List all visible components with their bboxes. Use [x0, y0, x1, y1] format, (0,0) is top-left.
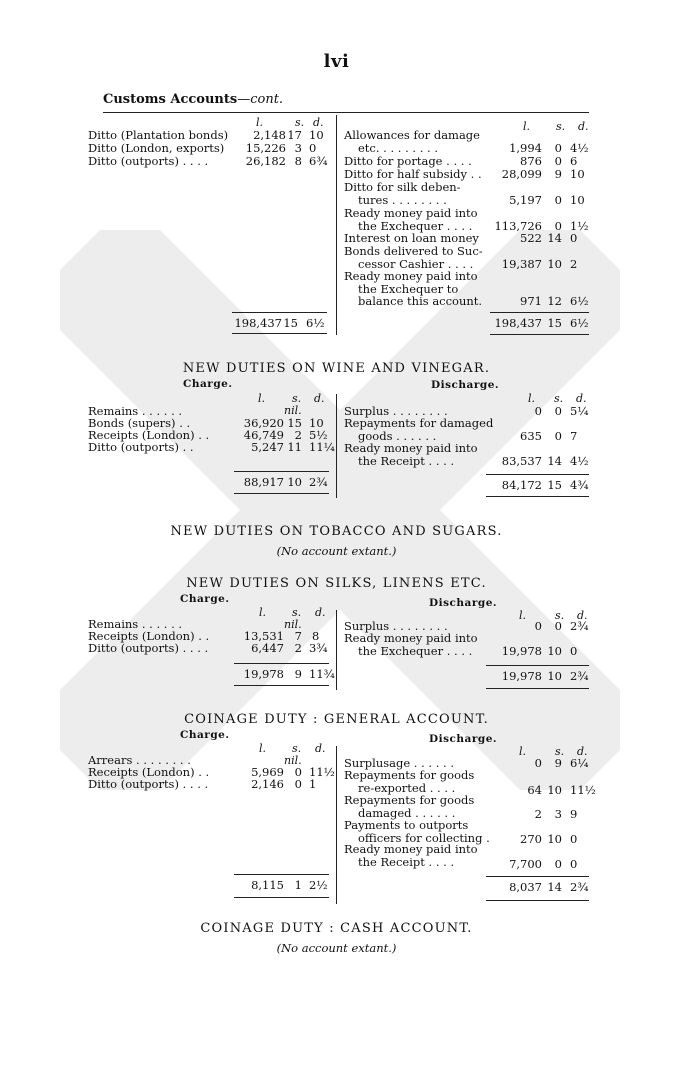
- s5-right-total-shillings: 14: [547, 880, 562, 894]
- row-label: Ditto (Plantation bonds): [88, 128, 229, 142]
- pence: 11½: [570, 783, 596, 797]
- pence: 8: [312, 629, 320, 643]
- pence: 6¾: [309, 154, 328, 168]
- shillings: 0: [554, 619, 562, 633]
- s4-left-unit-s: s.: [292, 606, 302, 619]
- pence: 3¾: [309, 641, 328, 655]
- s2-right-total-rule: [486, 474, 589, 475]
- page-number: lvi: [323, 51, 350, 72]
- s2-left-total-pounds: 88,917: [243, 475, 284, 489]
- s4-right-total-rule: [486, 665, 589, 666]
- s4-left-total-pence: 11¾: [309, 667, 335, 681]
- watermark-cross: [60, 230, 620, 790]
- section-title-silks: NEW DUTIES ON SILKS, LINENS ETC.: [186, 576, 487, 591]
- shillings: 10: [547, 783, 562, 797]
- charge-heading: Charge.: [183, 378, 233, 390]
- row-label-cont: damaged . . . . . .: [358, 806, 456, 820]
- pence: 6½: [570, 294, 589, 308]
- s4-left-total-shillings: 9: [294, 667, 302, 681]
- shillings: 15: [287, 416, 302, 430]
- row-label: Ready money paid into: [344, 206, 478, 220]
- shillings: 10: [547, 644, 562, 658]
- s1-right-total-underline: [490, 334, 589, 335]
- s5-right-unit-d: d.: [577, 745, 588, 758]
- s1-left-unit-s: s.: [295, 116, 305, 129]
- pounds: 113,726: [494, 219, 542, 233]
- row-label: Repayments for goods: [344, 793, 475, 807]
- pence: 11½: [309, 765, 335, 779]
- header-rule: [103, 112, 589, 113]
- pounds: 19,978: [501, 644, 542, 658]
- row-label-cont: balance this account.: [358, 294, 483, 308]
- s4-left-total-rule: [234, 663, 329, 664]
- pounds: 635: [520, 429, 542, 443]
- pence: 1: [309, 777, 317, 791]
- pence: 11¼: [309, 440, 335, 454]
- s5-left-unit-l: l.: [259, 742, 267, 755]
- shillings: 9: [554, 756, 562, 770]
- pence: 0: [570, 832, 578, 846]
- pence: 5¼: [570, 404, 589, 418]
- row-label-cont: the Exchequer to: [358, 282, 459, 296]
- pence: 6¼: [570, 756, 589, 770]
- shillings: 14: [547, 231, 562, 245]
- pence: 2: [570, 257, 578, 271]
- shillings: 8: [294, 154, 302, 168]
- pounds: 5,969: [251, 765, 284, 779]
- s5-right-total-rule: [486, 876, 589, 877]
- shillings: 14: [547, 454, 562, 468]
- pounds: 26,182: [245, 154, 286, 168]
- shillings: 12: [547, 294, 562, 308]
- s1-left-total-pounds: 198,437: [234, 316, 282, 330]
- row-label: Remains . . . . . .: [88, 617, 183, 631]
- s4-right-total-pounds: 19,978: [501, 669, 542, 683]
- row-label: Ready money paid into: [344, 269, 478, 283]
- s1-left-unit-d: d.: [313, 116, 324, 129]
- section-title-coinage-general: COINAGE DUTY : GENERAL ACCOUNT.: [184, 712, 489, 727]
- row-label: Ditto for silk deben-: [344, 180, 461, 194]
- s5-right-total-pounds: 8,037: [509, 880, 542, 894]
- pence: 9: [570, 807, 578, 821]
- shillings: 10: [547, 257, 562, 271]
- s4-left-total-pounds: 19,978: [243, 667, 284, 681]
- s4-left-total-underline: [234, 685, 329, 686]
- shillings: 0: [554, 404, 562, 418]
- pounds: 6,447: [251, 641, 284, 655]
- s2-left-unit-d: d.: [314, 392, 325, 405]
- shillings: 2: [294, 428, 302, 442]
- pounds: 5,247: [251, 440, 284, 454]
- row-label: Surplus . . . . . . . .: [344, 619, 448, 633]
- row-label: Ready money paid into: [344, 842, 478, 856]
- s2-right-total-underline: [486, 496, 589, 497]
- pounds: 0: [534, 404, 542, 418]
- s5-right-unit-s: s.: [555, 745, 565, 758]
- s5-right-total-pence: 2¾: [570, 880, 589, 894]
- row-label: Ready money paid into: [344, 441, 478, 455]
- s2-right-unit-d: d.: [576, 392, 587, 405]
- charge-heading: Charge.: [180, 729, 230, 741]
- pounds: 2: [534, 807, 542, 821]
- running-head-cont: —cont.: [237, 92, 284, 107]
- s2-left-unit-s: s.: [292, 392, 302, 405]
- pence: 10: [570, 193, 585, 207]
- s2-left-total-pence: 2¾: [309, 475, 328, 489]
- row-label: Surplus . . . . . . . .: [344, 404, 448, 418]
- row-label-cont: re-exported . . . .: [358, 781, 456, 795]
- pence: 4½: [570, 141, 589, 155]
- s5-left-total-pounds: 8,115: [251, 878, 284, 892]
- pence: 10: [309, 416, 324, 430]
- s2-right-total-shillings: 15: [547, 478, 562, 492]
- s4-left-unit-d: d.: [315, 606, 326, 619]
- shillings: 9: [554, 167, 562, 181]
- s1-right-total-pence: 6½: [570, 316, 589, 330]
- pounds: 971: [520, 294, 542, 308]
- section4-divider: [336, 610, 337, 690]
- s5-left-total-pence: 2½: [309, 878, 328, 892]
- s5-left-total-rule: [234, 874, 329, 875]
- row-label: Remains . . . . . .: [88, 404, 183, 418]
- pounds: 36,920: [243, 416, 284, 430]
- s1-right-total-pounds: 198,437: [494, 316, 542, 330]
- shillings: 10: [547, 832, 562, 846]
- row-label: Receipts (London) . .: [88, 428, 210, 442]
- s5-left-unit-d: d.: [315, 742, 326, 755]
- shillings: 17: [287, 128, 302, 142]
- s4-right-total-shillings: 10: [547, 669, 562, 683]
- s2-right-total-pence: 4¾: [570, 478, 589, 492]
- s2-left-total-rule: [234, 471, 329, 472]
- nil-value: nil.: [284, 618, 302, 631]
- pounds: 0: [534, 756, 542, 770]
- pence: 1½: [570, 219, 589, 233]
- pence: 2¾: [570, 619, 589, 633]
- row-label-cont: the Receipt . . . .: [358, 855, 455, 869]
- pounds: 19,387: [501, 257, 542, 271]
- s4-left-unit-l: l.: [259, 606, 267, 619]
- no-account-note: (No account extant.): [276, 941, 397, 955]
- shillings: 0: [554, 154, 562, 168]
- s2-left-total-shillings: 10: [287, 475, 302, 489]
- s4-right-unit-d: d.: [577, 609, 588, 622]
- pence: 10: [309, 128, 324, 142]
- pounds: 83,537: [501, 454, 542, 468]
- discharge-heading: Discharge.: [431, 379, 500, 391]
- pounds: 2,146: [251, 777, 284, 791]
- s1-left-total-rule: [232, 312, 327, 313]
- s1-right-unit-d: d.: [578, 120, 589, 133]
- pounds: 64: [527, 783, 542, 797]
- s2-right-unit-s: s.: [554, 392, 564, 405]
- pounds: 0: [534, 619, 542, 633]
- s2-right-total-pounds: 84,172: [501, 478, 542, 492]
- pence: 0: [309, 141, 317, 155]
- pence: 10: [570, 167, 585, 181]
- row-label: Arrears . . . . . . . .: [88, 753, 191, 767]
- row-label: Payments to outports: [344, 818, 469, 832]
- row-label-cont: etc. . . . . . . . .: [358, 141, 439, 155]
- s4-right-unit-l: l.: [519, 609, 527, 622]
- pence: 0: [570, 857, 578, 871]
- shillings: 3: [294, 141, 302, 155]
- row-label: Surplusage . . . . . .: [344, 756, 455, 770]
- shillings: 0: [294, 777, 302, 791]
- row-label-cont: cessor Cashier . . . .: [358, 257, 474, 271]
- nil-value: nil.: [284, 754, 302, 767]
- section-title-tobacco: NEW DUTIES ON TOBACCO AND SUGARS.: [170, 524, 503, 539]
- row-label-cont: tures . . . . . . . .: [358, 193, 447, 207]
- row-label: Ditto (outports) . . . .: [88, 777, 209, 791]
- pounds: 522: [520, 231, 542, 245]
- s4-right-total-underline: [486, 688, 589, 689]
- pence: 0: [570, 644, 578, 658]
- pence: 0: [570, 231, 578, 245]
- pounds: 2,148: [253, 128, 286, 142]
- s4-right-unit-s: s.: [555, 609, 565, 622]
- discharge-heading: Discharge.: [429, 733, 498, 745]
- shillings: 0: [554, 429, 562, 443]
- pence: 4½: [570, 454, 589, 468]
- pounds: 876: [520, 154, 542, 168]
- section5-divider: [336, 746, 337, 904]
- row-label: Interest on loan money: [344, 231, 479, 245]
- no-account-note: (No account extant.): [276, 544, 397, 558]
- pounds: 7,700: [509, 857, 542, 871]
- shillings: 11: [287, 440, 302, 454]
- shillings: 0: [554, 193, 562, 207]
- shillings: 0: [554, 219, 562, 233]
- row-label-cont: the Exchequer . . . .: [358, 219, 473, 233]
- s1-left-total-shillings: 15: [283, 316, 298, 330]
- s5-left-total-shillings: 1: [294, 878, 302, 892]
- pounds: 13,531: [243, 629, 284, 643]
- section-title-coinage-cash: COINAGE DUTY : CASH ACCOUNT.: [200, 921, 473, 936]
- row-label: Ditto (outports) . . . .: [88, 154, 209, 168]
- shillings: 3: [554, 807, 562, 821]
- s1-right-unit-s: s.: [556, 120, 566, 133]
- s2-right-unit-l: l.: [528, 392, 536, 405]
- s2-left-total-underline: [234, 493, 329, 494]
- s5-left-total-underline: [234, 897, 329, 898]
- running-head: [103, 93, 283, 106]
- pounds: 46,749: [243, 428, 284, 442]
- shillings: 0: [294, 765, 302, 779]
- row-label: Repayments for damaged: [344, 416, 494, 430]
- discharge-heading: Discharge.: [429, 597, 498, 609]
- pence: 7: [570, 429, 578, 443]
- row-label: Ditto (outports) . .: [88, 440, 194, 454]
- pounds: 15,226: [245, 141, 286, 155]
- row-label-cont: the Exchequer . . . .: [358, 644, 473, 658]
- row-label: Ditto (outports) . . . .: [88, 641, 209, 655]
- pence: 6: [570, 154, 578, 168]
- row-label: Ditto for half subsidy . .: [344, 167, 482, 181]
- shillings: 0: [554, 141, 562, 155]
- row-label: Allowances for damage: [344, 128, 480, 142]
- pence: 5½: [309, 428, 328, 442]
- row-label: Ditto (London, exports): [88, 141, 225, 155]
- pounds: 28,099: [501, 167, 542, 181]
- s1-right-unit-l: l.: [523, 120, 531, 133]
- row-label: Bonds (supers) . .: [88, 416, 191, 430]
- s1-right-total-rule: [490, 312, 589, 313]
- row-label: Receipts (London) . .: [88, 629, 210, 643]
- pounds: 270: [520, 832, 542, 846]
- section1-divider: [336, 115, 337, 335]
- s1-left-unit-l: l.: [256, 116, 264, 129]
- row-label: Receipts (London) . .: [88, 765, 210, 779]
- s1-right-total-shillings: 15: [547, 316, 562, 330]
- pounds: 5,197: [509, 193, 542, 207]
- shillings: 2: [294, 641, 302, 655]
- shillings: 7: [294, 629, 302, 643]
- s5-right-total-underline: [486, 900, 589, 901]
- shillings: 0: [554, 857, 562, 871]
- s1-left-total-pence: 6½: [306, 316, 325, 330]
- row-label: Repayments for goods: [344, 768, 475, 782]
- row-label-cont: officers for collecting .: [358, 831, 490, 845]
- row-label: Bonds delivered to Suc-: [344, 244, 483, 258]
- row-label-cont: goods . . . . . .: [358, 429, 437, 443]
- section-title-wine: NEW DUTIES ON WINE AND VINEGAR.: [182, 361, 491, 376]
- s2-left-unit-l: l.: [258, 392, 266, 405]
- section2-divider: [336, 394, 337, 498]
- charge-heading: Charge.: [180, 593, 230, 605]
- s5-right-unit-l: l.: [519, 745, 527, 758]
- s5-left-unit-s: s.: [292, 742, 302, 755]
- row-label: Ditto for portage . . . .: [344, 154, 472, 168]
- nil-value: nil.: [284, 404, 302, 417]
- s4-right-total-pence: 2¾: [570, 669, 589, 683]
- row-label-cont: the Receipt . . . .: [358, 454, 455, 468]
- s1-left-total-underline: [232, 333, 327, 334]
- row-label: Ready money paid into: [344, 631, 478, 645]
- pounds: 1,994: [509, 141, 542, 155]
- running-head-title: Customs Accounts: [103, 92, 238, 107]
